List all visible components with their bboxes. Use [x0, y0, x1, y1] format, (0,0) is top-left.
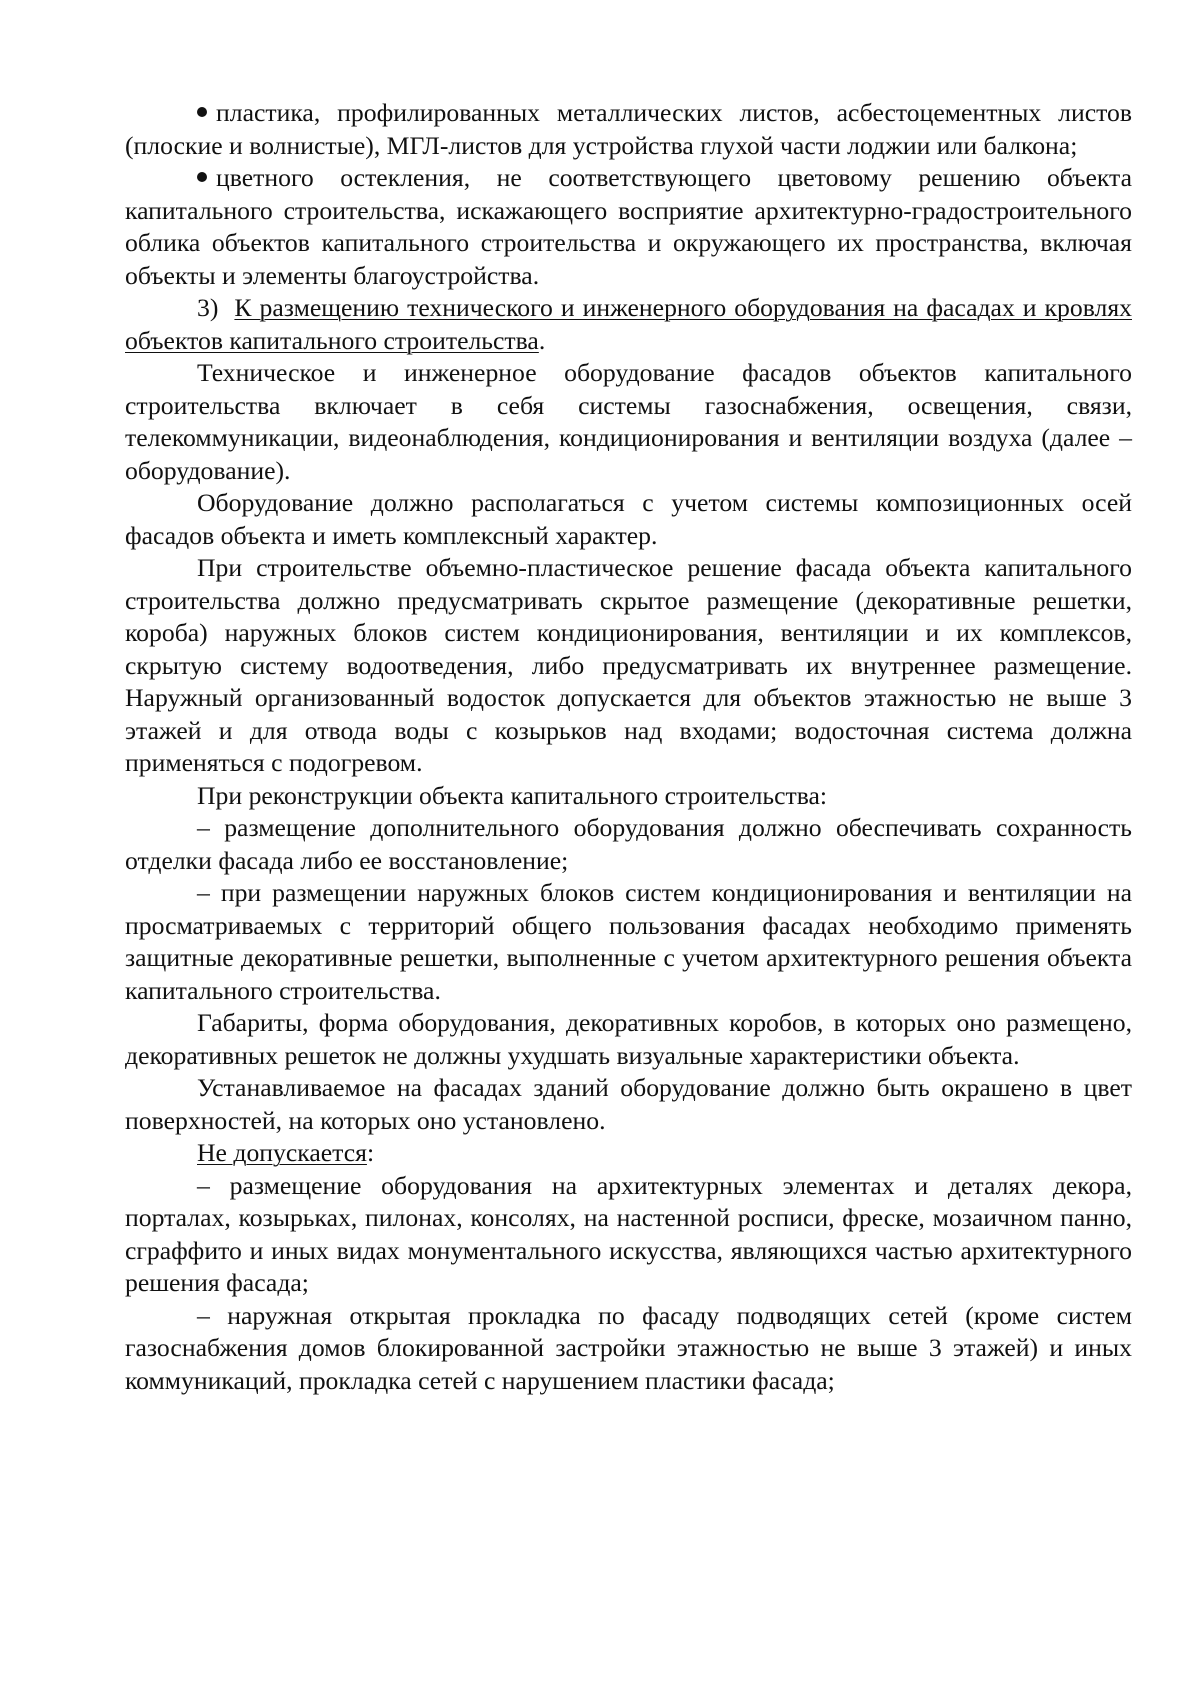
section-number: 3): [197, 293, 219, 322]
paragraph-equipment-definition: Техническое и инженерное оборудование фасадов объектов капитального строительства включает в себя системы газоснабжения, освещения, связи, телекоммуникации, видеонаблюдения, кондиционирования и вентиляции воздуха (далее – оборудование).: [125, 358, 1132, 485]
bullet-dot: [197, 172, 207, 182]
section-3-heading: [125, 292, 1132, 357]
not-allowed-colon: :: [366, 1138, 375, 1167]
bullet-dot: [197, 107, 207, 117]
bullet-item-plastic: [125, 97, 1132, 162]
paragraph-dimensions-rule: Габариты, форма оборудования, декоративных коробов, в которых оно размещено, декоративных решеток не должны ухудшать визуальные характеристики объекта.: [125, 1008, 1132, 1070]
bullet-item-tinted-glazing: [125, 162, 1132, 292]
paragraph-construction-rule: При строительстве объемно-пластическое решение фасада объекта капитального строительства должно предусматривать скрытое размещение (декоративные решетки, короба) наружных блоков систем кондиционирования, вентиляции и их комплексов, скрытую систему водоотведения, либо предусматривать их внутреннее размещение. Наружный организованный водосток допускается для объектов этажностью не выше 3 этажей и для отвода воды с козырьков над входами; водосточная система должна применяться с подогревом.: [125, 553, 1132, 777]
paragraph-reconstruction-intro: При реконструкции объекта капитального строительства:: [197, 780, 828, 810]
paragraph-reconstruction-item-1: – размещение дополнительного оборудования должно обеспечивать сохранность отделки фасада либо ее восстановление;: [125, 813, 1132, 875]
not-allowed-heading: [125, 1137, 1132, 1170]
document-page: [125, 97, 1132, 1397]
paragraph-not-allowed-item-1: – размещение оборудования на архитектурных элементах и деталях декора, порталах, козырьках, пилонах, консолях, на настенной росписи, фреске, мозаичном панно, сграффито и иных видах монументального искусства, являющихся частью архитектурного решения фасада;: [125, 1170, 1132, 1297]
section-title: К размещению технического и инженерного оборудования на фасадах и кровлях объектов капитального строительства: [125, 293, 1132, 355]
bullet-text: пластика, профилированных металлических листов, асбестоцементных листов (плоские и волнистые), МГЛ-листов для устройства глухой части лоджии или балкона;: [125, 98, 1132, 160]
paragraph-painting-rule: Устанавливаемое на фасадах зданий оборудование должно быть окрашено в цвет поверхностей, на которых оно установлено.: [125, 1073, 1132, 1135]
paragraph-reconstruction-item-2: – при размещении наружных блоков систем кондиционирования и вентиляции на просматриваемых с территорий общего пользования фасадах необходимо применять защитные декоративные решетки, выполненные с учетом архитектурного решения объекта капитального строительства.: [125, 878, 1132, 1005]
section-title-end: .: [538, 325, 546, 355]
paragraph-not-allowed-item-2: – наружная открытая прокладка по фасаду подводящих сетей (кроме систем газоснабжения домов блокированной застройки этажностью не выше 3 этажей) и иных коммуникаций, прокладка сетей с нарушением пластики фасада;: [125, 1300, 1132, 1395]
paragraph-equipment-placement: Оборудование должно располагаться с учетом системы композиционных осей фасадов объекта и иметь комплексный характер.: [125, 488, 1132, 550]
bullet-text: цветного остекления, не соответствующего цветовому решению объекта капитального строительства, искажающего восприятие архитектурно-градостроительного облика объектов капитального строительства и окружающего их пространства, включая объекты и элементы благоустройства.: [125, 163, 1132, 290]
not-allowed-label: Не допускается: [197, 1138, 367, 1167]
